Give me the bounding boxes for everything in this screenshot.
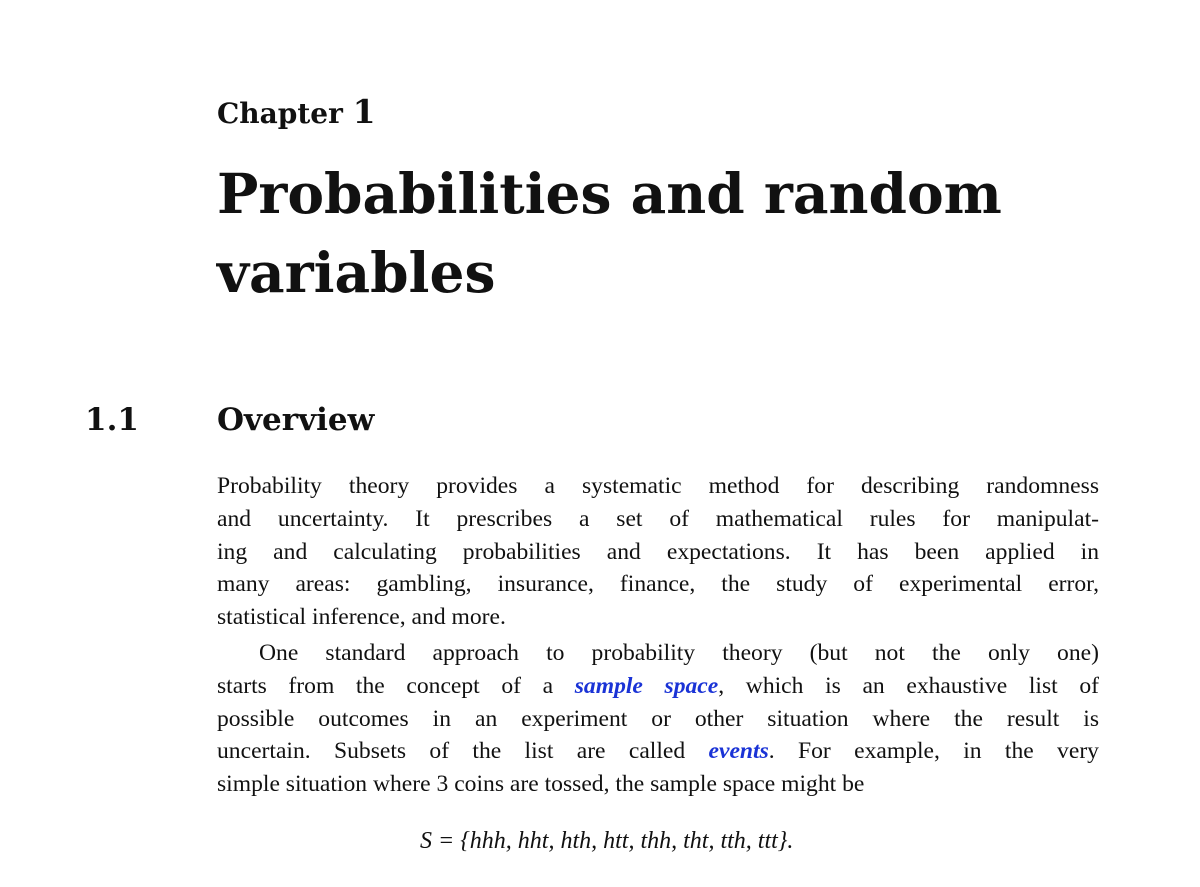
paragraph-2-line: One standard approach to probability theory (but not the only one) <box>259 640 1099 666</box>
paragraph-1-line: Probability theory provides a systematic method for describing randomness <box>217 473 1099 499</box>
term-events: events <box>708 738 769 765</box>
paragraph-2-line: possible outcomes in an experiment or other situation where the result is <box>217 705 1099 732</box>
paragraph-1-line: and uncertainty. It prescribes a set of mathematical rules for manipulat- <box>217 505 1099 532</box>
paragraph-2 <box>217 637 1099 801</box>
text-run: . For example, in the very <box>768 738 1099 765</box>
paragraph-1 <box>217 470 1099 634</box>
text-run: , which is an exhaustive list of <box>718 672 1099 699</box>
paragraph-1-line: ing and calculating probabilities and expectations. It has been applied in <box>217 538 1099 565</box>
text-run: uncertain. Subsets of the list are called <box>217 738 709 765</box>
chapter-title-line-2: variables <box>217 240 496 305</box>
section-title: Overview <box>217 402 375 438</box>
paragraph-2-line: simple situation where 3 coins are tossed, the sample space might be <box>217 771 865 798</box>
paragraph-2-line <box>217 670 1099 703</box>
chapter-number: 1 <box>352 92 376 131</box>
paragraph-1-line: many areas: gambling, insurance, finance, the study of experimental error, <box>217 571 1099 598</box>
section-number: 1.1 <box>85 402 139 438</box>
paragraph-2-line <box>217 735 1099 768</box>
chapter-label <box>217 92 376 131</box>
term-sample-space: sample space <box>574 672 719 699</box>
text-run: starts from the concept of a <box>217 672 575 699</box>
sample-space-equation: S = {hhh, hht, hth, htt, thh, tht, tth, ttt}. <box>420 828 794 854</box>
paragraph-1-line: statistical inference, and more. <box>217 604 506 631</box>
chapter-title <box>217 154 1117 312</box>
chapter-word: Chapter <box>217 97 343 130</box>
chapter-title-line-1: Probabilities and random <box>217 161 1002 226</box>
